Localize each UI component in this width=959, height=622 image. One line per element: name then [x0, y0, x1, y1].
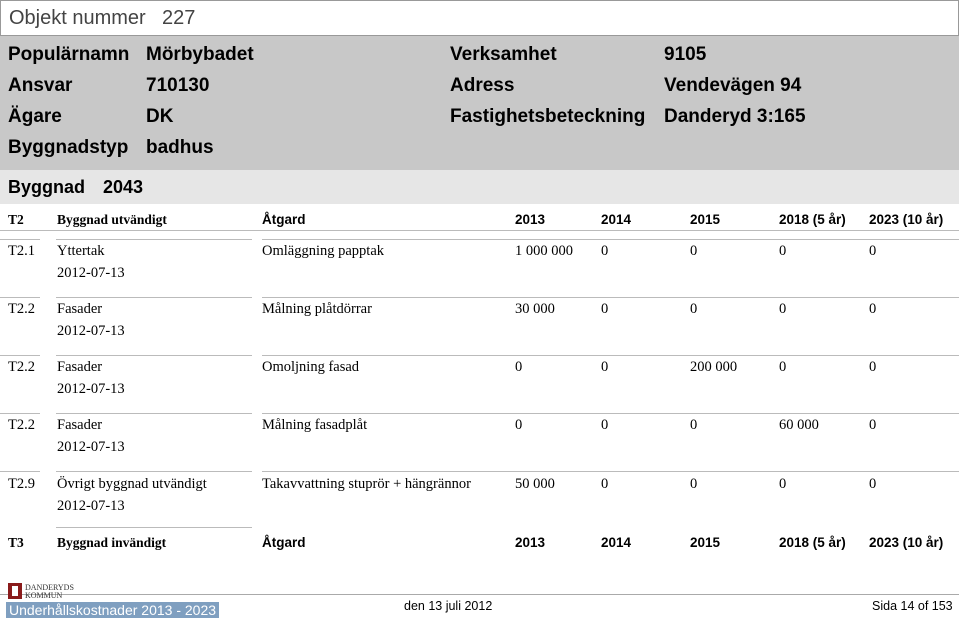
object-info-block — [0, 36, 959, 170]
row-date: 2012-07-13 — [57, 439, 125, 455]
row-action: Omläggning papptak — [262, 243, 385, 259]
row-separator — [56, 527, 252, 528]
row-value-2018: 60 000 — [779, 417, 819, 433]
row-separator — [262, 355, 959, 356]
action-header: Åtgard — [262, 212, 306, 227]
verksamhet-label: Verksamhet — [450, 44, 557, 65]
row-separator — [56, 239, 252, 240]
year-header-2015: 2015 — [690, 535, 721, 550]
row-date: 2012-07-13 — [57, 498, 125, 514]
row-value-2015: 200 000 — [690, 359, 738, 375]
year-header-2014: 2014 — [601, 535, 632, 550]
object-number: 227 — [162, 7, 196, 29]
row-separator — [0, 297, 40, 298]
row-separator — [56, 471, 252, 472]
year-header-2013: 2013 — [515, 212, 546, 227]
row-value-2015: 0 — [690, 476, 698, 492]
adress-label: Adress — [450, 75, 515, 96]
row-separator — [56, 413, 252, 414]
year-header-2023: 2023 (10 år) — [869, 212, 944, 227]
row-action: Målning plåtdörrar — [262, 301, 372, 317]
row-value-2018: 0 — [779, 359, 787, 375]
row-value-2015: 0 — [690, 417, 698, 433]
row-value-2013: 0 — [515, 359, 523, 375]
row-separator — [262, 297, 959, 298]
row-value-2013: 30 000 — [515, 301, 555, 317]
row-value-2014: 0 — [601, 476, 609, 492]
row-action: Takavvattning stuprör + hängrännor — [262, 476, 471, 492]
adress-value: Vendevägen 94 — [664, 75, 802, 96]
row-code: T2.2 — [8, 359, 35, 375]
section-code: T3 — [8, 535, 24, 550]
row-value-2015: 0 — [690, 301, 698, 317]
popularnamn-label: Populärnamn — [8, 44, 130, 65]
object-label: Objekt nummer — [9, 7, 146, 29]
row-name: Fasader — [57, 417, 103, 433]
year-header-2018: 2018 (5 år) — [779, 212, 846, 227]
row-separator — [56, 297, 252, 298]
crest-icon — [8, 583, 22, 599]
row-value-2014: 0 — [601, 417, 609, 433]
row-value-2018: 0 — [779, 301, 787, 317]
action-header: Åtgard — [262, 535, 306, 550]
year-header-2013: 2013 — [515, 535, 546, 550]
row-separator — [262, 471, 959, 472]
row-code: T2.1 — [8, 243, 35, 259]
row-separator — [56, 355, 252, 356]
row-value-2023: 0 — [869, 243, 877, 259]
agare-value: DK — [146, 106, 174, 127]
row-code: T2.2 — [8, 417, 35, 433]
row-value-2013: 50 000 — [515, 476, 555, 492]
row-date: 2012-07-13 — [57, 381, 125, 397]
row-value-2023: 0 — [869, 359, 877, 375]
row-action: Omoljning fasad — [262, 359, 360, 375]
fastighet-value: Danderyd 3:165 — [664, 106, 806, 127]
year-header-2023: 2023 (10 år) — [869, 535, 944, 550]
divider — [0, 230, 959, 231]
row-name: Fasader — [57, 301, 103, 317]
row-value-2023: 0 — [869, 476, 877, 492]
ansvar-value: 710130 — [146, 75, 210, 96]
row-value-2013: 1 000 000 — [515, 243, 573, 259]
year-header-2015: 2015 — [690, 212, 721, 227]
row-separator — [0, 355, 40, 356]
row-value-2023: 0 — [869, 417, 877, 433]
row-value-2018: 0 — [779, 243, 787, 259]
agare-label: Ägare — [8, 106, 62, 127]
verksamhet-value: 9105 — [664, 44, 707, 65]
row-value-2013: 0 — [515, 417, 523, 433]
row-date: 2012-07-13 — [57, 323, 125, 339]
row-value-2014: 0 — [601, 243, 609, 259]
row-code: T2.9 — [8, 476, 35, 492]
row-separator — [262, 239, 959, 240]
footer-divider — [0, 594, 959, 595]
logo-line1: DANDERYDS — [25, 583, 74, 592]
row-separator — [262, 413, 959, 414]
section-title: Byggnad invändigt — [57, 535, 167, 550]
row-action: Målning fasadplåt — [262, 417, 368, 433]
building-number: 2043 — [103, 177, 144, 197]
row-name: Övrigt byggnad utvändigt — [57, 476, 207, 492]
row-value-2015: 0 — [690, 243, 698, 259]
row-name: Fasader — [57, 359, 103, 375]
section-title: Byggnad utvändigt — [57, 212, 167, 227]
danderyd-logo — [8, 581, 76, 602]
row-value-2014: 0 — [601, 301, 609, 317]
report-date: den 13 juli 2012 — [404, 599, 493, 613]
row-date: 2012-07-13 — [57, 265, 125, 281]
year-header-2014: 2014 — [601, 212, 632, 227]
byggnadstyp-label: Byggnadstyp — [8, 137, 129, 158]
row-code: T2.2 — [8, 301, 35, 317]
building-label: Byggnad — [8, 177, 86, 197]
page-number: Sida 14 of 153 — [872, 599, 953, 613]
popularnamn-value: Mörbybadet — [146, 44, 254, 65]
report-title: Underhållskostnader 2013 - 2023 — [6, 602, 219, 618]
row-value-2014: 0 — [601, 359, 609, 375]
row-separator — [0, 471, 40, 472]
logo-line2: KOMMUN — [25, 591, 63, 600]
row-name: Yttertak — [57, 243, 105, 259]
row-separator — [0, 239, 40, 240]
building-bar — [0, 170, 959, 204]
row-value-2018: 0 — [779, 476, 787, 492]
fastighet-label: Fastighetsbeteckning — [450, 106, 646, 127]
byggnadstyp-value: badhus — [146, 137, 214, 158]
row-value-2023: 0 — [869, 301, 877, 317]
object-title-bar — [0, 0, 959, 36]
section-code: T2 — [8, 212, 24, 227]
row-separator — [0, 413, 40, 414]
year-header-2018: 2018 (5 år) — [779, 535, 846, 550]
ansvar-label: Ansvar — [8, 75, 73, 96]
